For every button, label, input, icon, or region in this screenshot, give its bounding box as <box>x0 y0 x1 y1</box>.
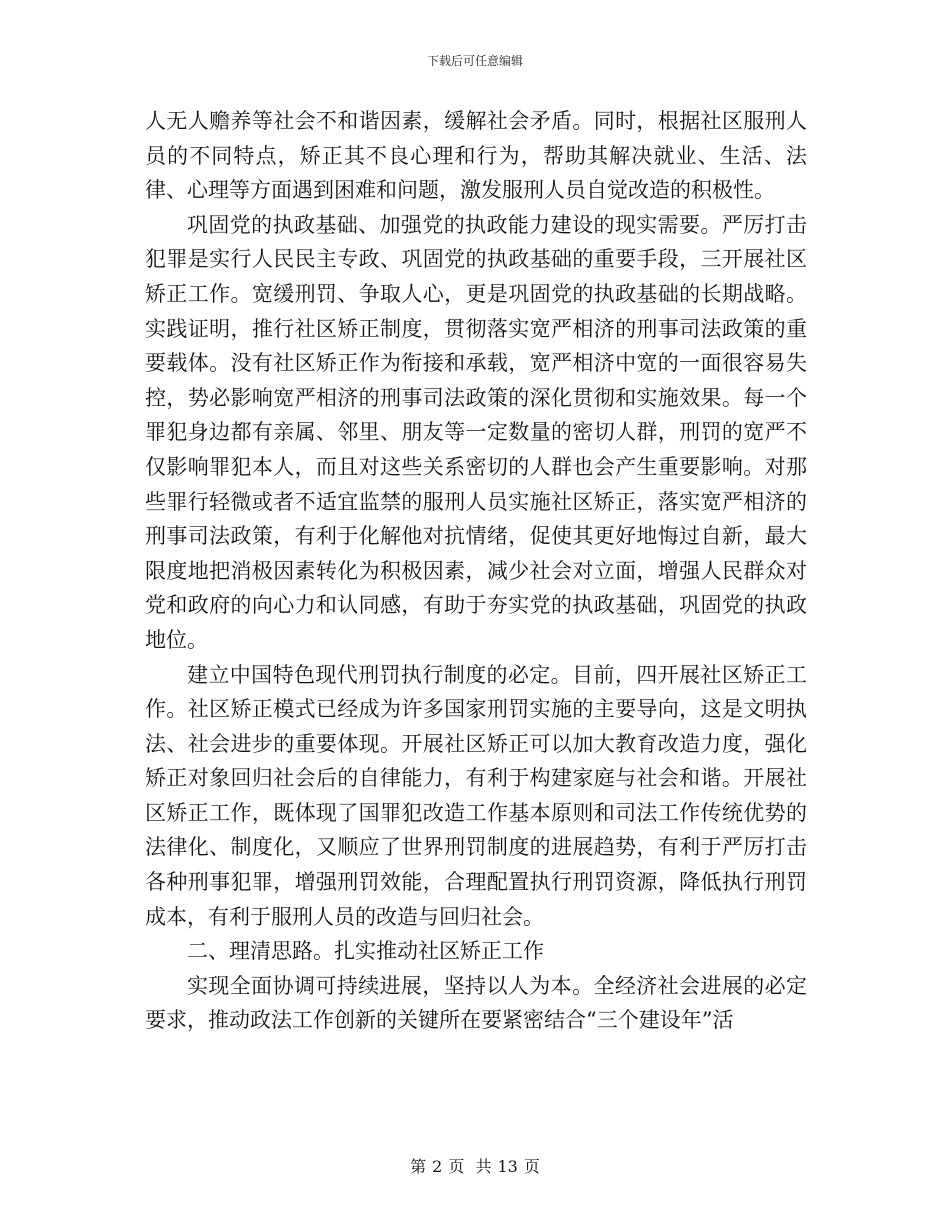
paragraph-party-governance: 巩固党的执政基础、加强党的执政能力建设的现实需要。严厉打击犯罪是实行人民民主专政、巩固党的执政基础的重要手段，三开展社区矫正工作。宽缓刑罚、争取人心，更是巩固党的执政基础的长期战略。实践证明，推行社区矫正制度，贯彻落实宽严相济的刑事司法政策的重要载体。没有社区矫正作为衔接和承载，宽严相济中宽的一面很容易失控，势必影响宽严相济的刑事司法政策的深化贯彻和实施效果。每一个罪犯身边都有亲属、邻里、朋友等一定数量的密切人群，刑罚的宽严不仅影响罪犯本人，而且对这些关系密切的人群也会产生重要影响。对那些罪行轻微或者不适宜监禁的服刑人员实施社区矫正，落实宽严相济的刑事司法政策，有利于化解他对抗情绪，促使其更好地悔过自新，最大限度地把消极因素转化为积极因素，减少社会对立面，增强人民群众对党和政府的向心力和认同感，有助于夯实党的执政基础，巩固党的执政地位。 <box>145 212 807 652</box>
page-number: 2 <box>432 1157 443 1176</box>
paragraph-penal-system: 建立中国特色现代刑罚执行制度的必定。目前，四开展社区矫正工作。社区矫正模式已经成为许多国家刑罚实施的主要导向，这是文明执法、社会进步的重要体现。开展社区矫正可以加大教育改造力度，强化矫正对象回归社会后的自律能力，有利于构建家庭与社会和谐。开展社区矫正工作，既体现了国罪犯改造工作基本原则和司法工作传统优势的法律化、制度化，又顺应了世界刑罚制度的进展趋势，有利于严厉打击各种刑事犯罪，增强刑罚效能，合理配置执行刑罚资源，降低执行刑罚成本，有利于服刑人员的改造与回归社会。 <box>145 662 807 929</box>
footer-suffix: 页 <box>523 1157 540 1176</box>
page-header: 下载后可任意编辑 <box>426 54 523 68</box>
footer-prefix: 第 <box>410 1157 427 1176</box>
footer-middle: 页 共 <box>448 1157 492 1176</box>
section-heading: 二、理清思路。扎实推动社区矫正工作 <box>187 939 544 964</box>
total-pages: 13 <box>497 1157 518 1176</box>
paragraph-development: 实现全面协调可持续进展，坚持以人为本。全经济社会进展的必定要求，推动政法工作创新的关键所在要紧密结合“三个建设年”活 <box>145 973 807 1033</box>
document-body <box>145 104 807 1038</box>
page-footer <box>0 1154 950 1177</box>
paragraph-continuation: 人无人赡养等社会不和谐因素，缓解社会矛盾。同时，根据社区服刑人员的不同特点，矫正其不良心理和行为，帮助其解决就业、生活、法律、心理等方面遇到困难和问题，激发服刑人员自觉改造的积极性。 <box>145 109 807 203</box>
